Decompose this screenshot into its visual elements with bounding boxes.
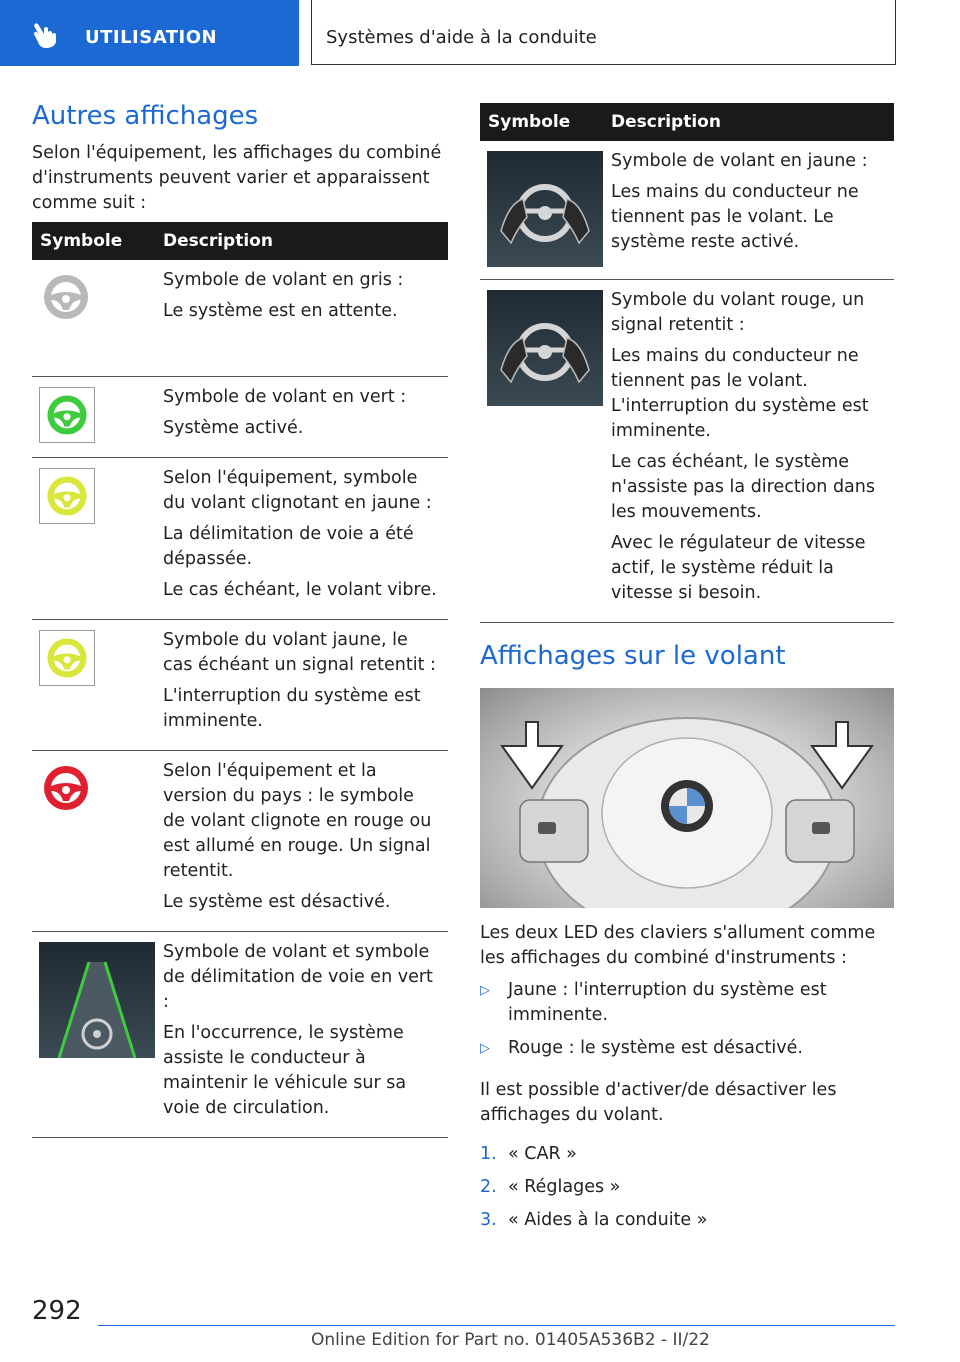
row-line: Le système est désactivé. (163, 891, 391, 912)
row-line: Les mains du conducteur ne tiennent pas le volant. Le système reste activé. (611, 182, 859, 252)
table-row (32, 457, 448, 619)
steering-wheel-photo (480, 688, 894, 908)
column-header-symbol: Symbole (480, 103, 603, 141)
row-line: Symbole de volant en gris : (163, 270, 404, 290)
steering-wheel-yellow-blinking-icon (39, 468, 95, 524)
list-item: 1. « CAR » (480, 1144, 577, 1164)
table-row (480, 141, 894, 279)
section-tab (0, 0, 299, 66)
column-header-description: Description (155, 222, 448, 260)
row-line: Symbole du volant rouge, un signal retentit : (611, 289, 865, 335)
column-header-symbol: Symbole (32, 222, 155, 260)
row-line: Le système est en attente. (163, 301, 398, 321)
toggle-paragraph: Il est possible d'activer/de désactiver les affichages du volant. (480, 1080, 837, 1125)
row-line: L'interruption du système est imminente. (163, 685, 421, 731)
section-title: Autres affichages (32, 101, 259, 131)
footer-divider (98, 1325, 895, 1326)
row-line: Avec le régulateur de vitesse actif, le système réduit la vitesse si besoin. (611, 532, 866, 603)
list-item: 2. « Réglages » (480, 1177, 621, 1197)
steering-wheel-red-icon (39, 761, 93, 815)
steering-wheel-grey-icon (39, 270, 93, 324)
row-line: La délimitation de voie a été dépassée. (163, 523, 414, 569)
row-line: En l'occurrence, le système assiste le conducteur à maintenir le véhicule sur sa voie de circulation. (163, 1022, 407, 1118)
steering-wheel-yellow-icon (39, 630, 95, 686)
section-title-steering: Affichages sur le volant (480, 641, 786, 671)
row-line: Le cas échéant, le volant vibre. (163, 579, 437, 600)
steering-wheel-green-icon (39, 387, 95, 443)
column-header-description: Description (603, 103, 894, 141)
triangle-bullet-icon: ▷ (480, 1041, 490, 1056)
chapter-title: Systèmes d'aide à la conduite (326, 27, 597, 48)
table-row (32, 750, 448, 931)
row-line: Symbole de volant et symbole de délimitation de voie en vert : (163, 941, 433, 1012)
triangle-bullet-icon: ▷ (480, 983, 490, 998)
row-line: Système activé. (163, 417, 304, 438)
hand-pointer-icon (30, 20, 64, 50)
led-list (480, 978, 894, 1069)
row-line: Symbole du volant jaune, le cas échéant un signal retentit : (163, 629, 436, 675)
page-number: 292 (32, 1296, 82, 1326)
list-item: 3. « Aides à la conduite » (480, 1210, 708, 1230)
hands-off-wheel-yellow-icon (487, 151, 603, 267)
table-row (32, 376, 448, 457)
section-label: UTILISATION (85, 27, 218, 48)
row-line: Selon l'équipement et la version du pays : le symbole de volant clignote en rouge ou est allumé en rouge. Un signal retentit. (163, 760, 432, 881)
list-item: ▷ Jaune : l'interruption du système est imminente. (480, 980, 827, 1025)
row-line: Le cas échéant, le système n'assiste pas la direction dans les mouvements. (611, 451, 875, 522)
table-row (480, 279, 894, 622)
led-paragraph: Les deux LED des claviers s'allument comme les affichages du combiné d'instruments : (480, 923, 876, 968)
symbol-table-left (32, 222, 448, 1138)
row-line: Symbole de volant en vert : (163, 386, 407, 407)
table-row (32, 260, 448, 376)
chapter-header (311, 0, 896, 65)
table-row (32, 931, 448, 1137)
footer-edition: Online Edition for Part no. 01405A536B2 - II/22 (311, 1330, 710, 1350)
row-line: Symbole de volant en jaune : (611, 151, 868, 171)
hands-off-wheel-red-icon (487, 290, 603, 406)
row-line: Selon l'équipement, symbole du volant clignotant en jaune : (163, 467, 432, 513)
table-row (32, 619, 448, 750)
symbol-table-right (480, 103, 894, 623)
lane-marking-steering-wheel-icon (39, 942, 155, 1058)
steps-list (480, 1142, 894, 1241)
row-line: Les mains du conducteur ne tiennent pas le volant. L'interruption du système est imminente. (611, 345, 869, 441)
intro-paragraph: Selon l'équipement, les affichages du combiné d'instruments peuvent varier et apparaissent comme suit : (32, 143, 442, 213)
list-item: ▷ Rouge : le système est désactivé. (480, 1036, 894, 1061)
